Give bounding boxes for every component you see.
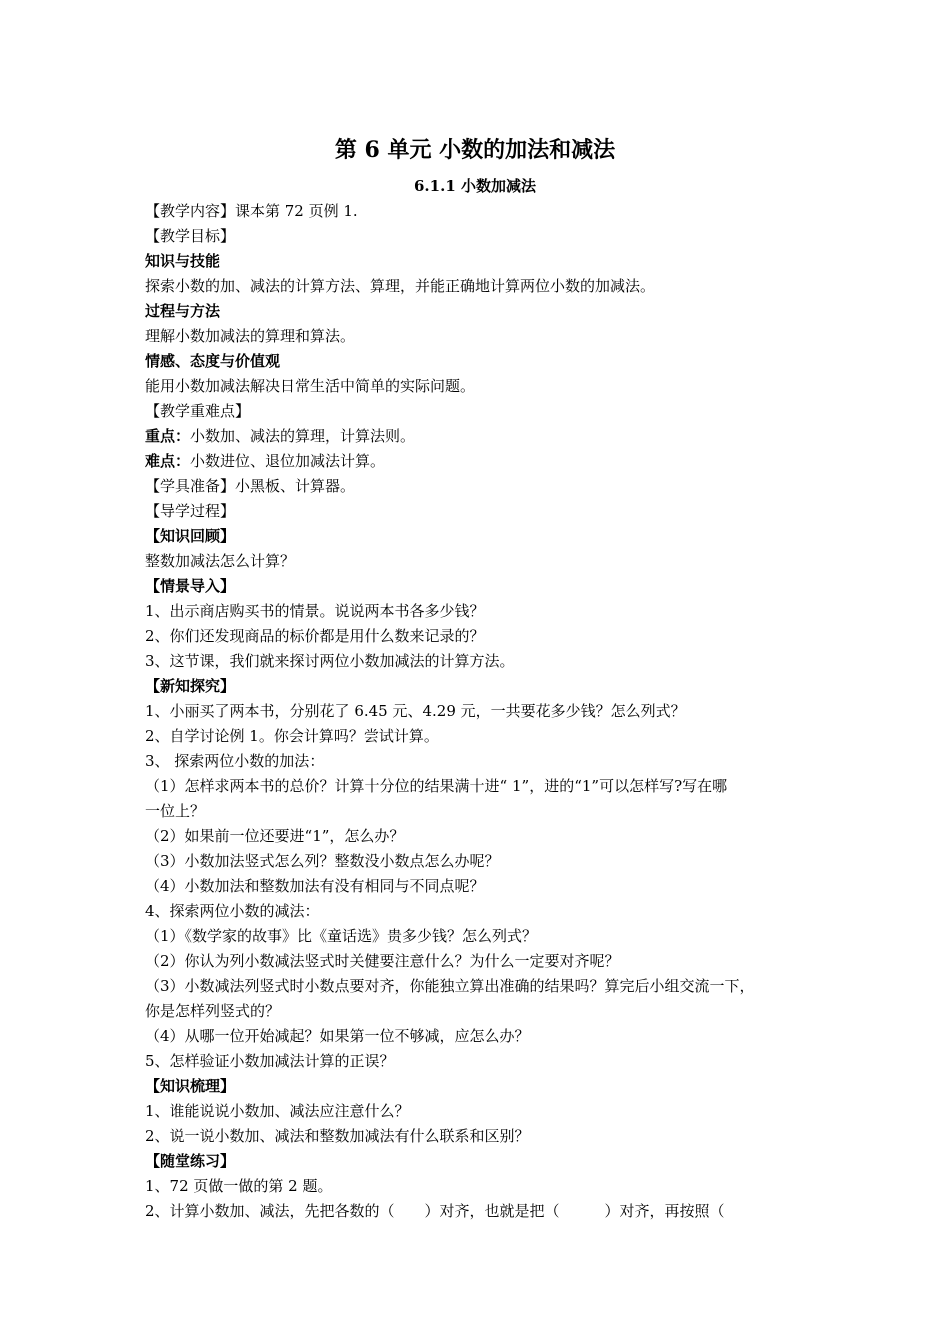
key-point-text: 小数加、减法的算理，计算法则。 [190, 427, 416, 445]
text-line: 【教学重难点】 [145, 402, 251, 420]
section-heading: 【随堂练习】 [145, 1152, 236, 1170]
text-line: （3）小数减法列竖式时小数点要对齐，你能独立算出准确的结果吗？算完后小组交流一下， [145, 977, 755, 995]
key-point-label: 重点： [145, 427, 191, 445]
text-line: 【导学过程】 [145, 502, 236, 520]
text-line: （1）怎样求两本书的总价？计算十分位的结果满十进“ 1”，进的“1”可以怎样写?写在哪 [145, 777, 728, 795]
page-title: 第 6 单元 小数的加法和减法 [334, 137, 616, 163]
text-line [145, 424, 825, 449]
section-heading: 情感、态度与价值观 [145, 352, 281, 370]
text-line: 1、小丽买了两本书，分别花了 6.45 元、4.29 元，一共要花多少钱？怎么列式？ [145, 702, 686, 720]
section-heading: 【情景导入】 [145, 577, 236, 595]
text-line: 1、出示商店购买书的情景。说说两本书各多少钱？ [145, 602, 485, 620]
section-subtitle: 6.1.1 小数加减法 [414, 177, 536, 195]
text-line: 【教学目标】 [145, 227, 236, 245]
section-heading: 过程与方法 [145, 302, 221, 320]
text-line: 2、计算小数加、减法，先把各数的（ ）对齐，也就是把（ ）对齐，再按照（ [145, 1202, 725, 1220]
text-line: 1、谁能说说小数加、减法应注意什么？ [145, 1102, 410, 1120]
text-line: 理解小数加减法的算理和算法。 [145, 327, 356, 345]
text-line: 3、 探索两位小数的加法： [145, 752, 325, 770]
section-heading: 【新知探究】 [145, 677, 236, 695]
text-line: （3）小数加法竖式怎么列？整数没小数点怎么办呢？ [145, 852, 500, 870]
text-line: 探索小数的加、减法的计算方法、算理，并能正确地计算两位小数的加减法。 [145, 277, 656, 295]
text-line: 一位上？ [145, 802, 206, 820]
document-body [145, 199, 825, 1224]
section-heading: 【知识回顾】 [145, 527, 236, 545]
text-line [145, 449, 825, 474]
text-line: 2、自学讨论例 1。你会计算吗？尝试计算。 [145, 727, 439, 745]
text-line: 5、怎样验证小数加减法计算的正误？ [145, 1052, 395, 1070]
text-line: （4）从哪一位开始减起？如果第一位不够减，应怎么办？ [145, 1027, 530, 1045]
text-line: 【学具准备】小黑板、计算器。 [145, 477, 356, 495]
section-heading: 【知识梳理】 [145, 1077, 236, 1095]
text-line: 3、这节课，我们就来探讨两位小数加减法的计算方法。 [145, 652, 515, 670]
section-heading: 知识与技能 [145, 252, 221, 270]
text-line: 2、说一说小数加、减法和整数加减法有什么联系和区别？ [145, 1127, 530, 1145]
text-line: （1）《数学家的故事》比《童话选》贵多少钱？怎么列式？ [145, 927, 538, 945]
text-line: 1、72 页做一做的第 2 题。 [145, 1177, 333, 1195]
text-line: 你是怎样列竖式的？ [145, 1002, 281, 1020]
text-line: 2、你们还发现商品的标价都是用什么数来记录的？ [145, 627, 485, 645]
text-line: （2）你认为列小数减法竖式时关健要注意什么？为什么一定要对齐呢？ [145, 952, 620, 970]
text-line: 4、探索两位小数的减法： [145, 902, 320, 920]
text-line: 【教学内容】课本第 72 页例 1. [145, 202, 358, 220]
difficulty-label: 难点： [145, 452, 191, 470]
text-line: 整数加减法怎么计算？ [145, 552, 296, 570]
text-line: 能用小数加减法解决日常生活中简单的实际问题。 [145, 377, 476, 395]
difficulty-text: 小数进位、退位加减法计算。 [190, 452, 386, 470]
text-line: （4）小数加法和整数加法有没有相同与不同点呢？ [145, 877, 485, 895]
text-line: （2）如果前一位还要进“1”，怎么办？ [145, 827, 405, 845]
